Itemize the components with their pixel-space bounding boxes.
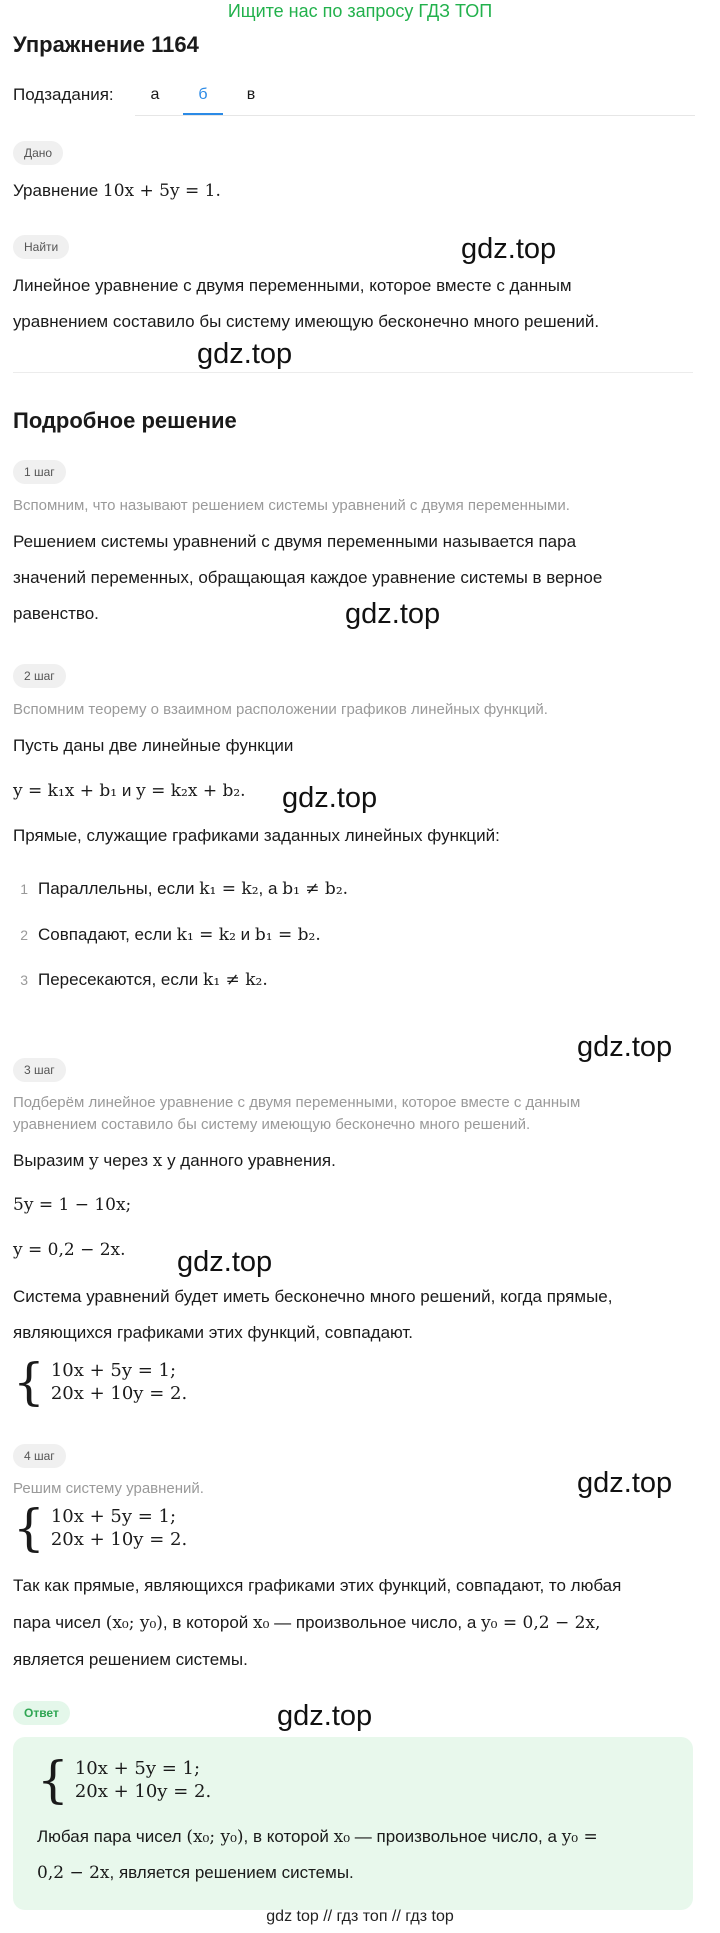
watermark: gdz.top [282, 782, 378, 814]
step4-line-2: пара чисел (x₀; y₀), в которой x₀ — произвольное число, а y₀ = 0,2 − 2x, [13, 1613, 601, 1633]
step3-system: { 10x + 5y = 1; 20x + 10y = 2. [13, 1353, 188, 1411]
dano-text: Уравнение 10x + 5y = 1. [13, 181, 221, 201]
step2-line-1: Пусть даны две линейные функции [13, 736, 294, 755]
step2-functions: y = k₁x + b₁ и y = k₂x + b₂. [13, 781, 246, 801]
watermark: gdz.top [345, 598, 441, 630]
step3-eq-1: 5y = 1 − 10x; [13, 1195, 132, 1215]
watermark: gdz.top [577, 1031, 673, 1063]
divider [13, 372, 693, 373]
answer-badge: Ответ [13, 1701, 70, 1725]
step2-badge: 2 шаг [13, 664, 66, 688]
answer-line-1: Любая пара чисел (x₀; y₀), в которой x₀ — произвольное число, а y₀ = [37, 1827, 598, 1847]
step4-line-1: Так как прямые, являющихся графиками этих функций, совпадают, то любая [13, 1576, 622, 1595]
step3-line-5: являющихся графиками этих функций, совпадают. [13, 1323, 414, 1342]
page-title: Упражнение 1164 [13, 32, 199, 57]
list-item: 3 Пересекаются, если k₁ ≠ k₂. [20, 970, 268, 990]
list-item: 2 Совпадают, если k₁ = k₂ и b₁ = b₂. [20, 925, 321, 945]
naiti-line-2: уравнением составило бы систему имеющую бесконечно много решений. [13, 312, 600, 331]
watermark: gdz.top [177, 1246, 273, 1278]
solution-title: Подробное решение [13, 408, 237, 433]
answer-line-2: 0,2 − 2x, является решением системы. [37, 1863, 354, 1883]
watermark: gdz.top [577, 1467, 673, 1499]
answer-system: { 10x + 5y = 1; 20x + 10y = 2. [37, 1751, 212, 1809]
step3-line-4: Система уравнений будет иметь бесконечно много решений, когда прямые, [13, 1287, 613, 1306]
watermark: gdz.top [461, 233, 557, 265]
list-item: 1 Параллельны, если k₁ = k₂, а b₁ ≠ b₂. [20, 879, 349, 899]
step1-line-3: равенство. [13, 604, 99, 623]
step3-badge: 3 шаг [13, 1058, 66, 1082]
dano-badge: Дано [13, 141, 63, 165]
tab-a[interactable]: а [150, 86, 160, 103]
tab-b[interactable]: б [183, 79, 223, 115]
naiti-badge: Найти [13, 235, 69, 259]
top-banner: Ищите нас по запросу ГДЗ ТОП [227, 1, 493, 21]
step1-line-1: Решением системы уравнений с двумя переменными называется пара [13, 532, 577, 551]
step1-badge: 1 шаг [13, 460, 66, 484]
step1-line-2: значений переменных, обращающая каждое уравнение системы в верное [13, 568, 603, 587]
footer-links[interactable]: gdz top // гдз топ // гдз top [266, 1908, 454, 1925]
answer-box [13, 1737, 693, 1910]
step3-hint-2: уравнением составило бы систему имеющую бесконечно много решений. [13, 1116, 531, 1133]
subtasks-label: Подзадания: [13, 85, 114, 104]
step4-hint: Решим систему уравнений. [13, 1480, 204, 1497]
step2-line-3: Прямые, служащие графиками заданных линейных функций: [13, 826, 500, 845]
naiti-line-1: Линейное уравнение с двумя переменными, которое вместе с данным [13, 276, 572, 295]
step2-hint: Вспомним теорему о взаимном расположении графиков линейных функций. [13, 701, 548, 718]
step3-eq-2: y = 0,2 − 2x. [13, 1240, 126, 1260]
subtasks-tabs [135, 79, 695, 116]
tab-v[interactable]: в [246, 86, 256, 103]
step4-badge: 4 шаг [13, 1444, 66, 1468]
watermark: gdz.top [277, 1700, 373, 1732]
step3-express: Выразим y через x у данного уравнения. [13, 1151, 336, 1171]
watermark: gdz.top [197, 338, 293, 370]
step4-line-3: является решением системы. [13, 1650, 248, 1669]
step3-hint-1: Подберём линейное уравнение с двумя переменными, которое вместе с данным [13, 1094, 581, 1111]
step4-system: { 10x + 5y = 1; 20x + 10y = 2. [13, 1499, 188, 1557]
step1-hint: Вспомним, что называют решением системы уравнений с двумя переменными. [13, 497, 570, 514]
